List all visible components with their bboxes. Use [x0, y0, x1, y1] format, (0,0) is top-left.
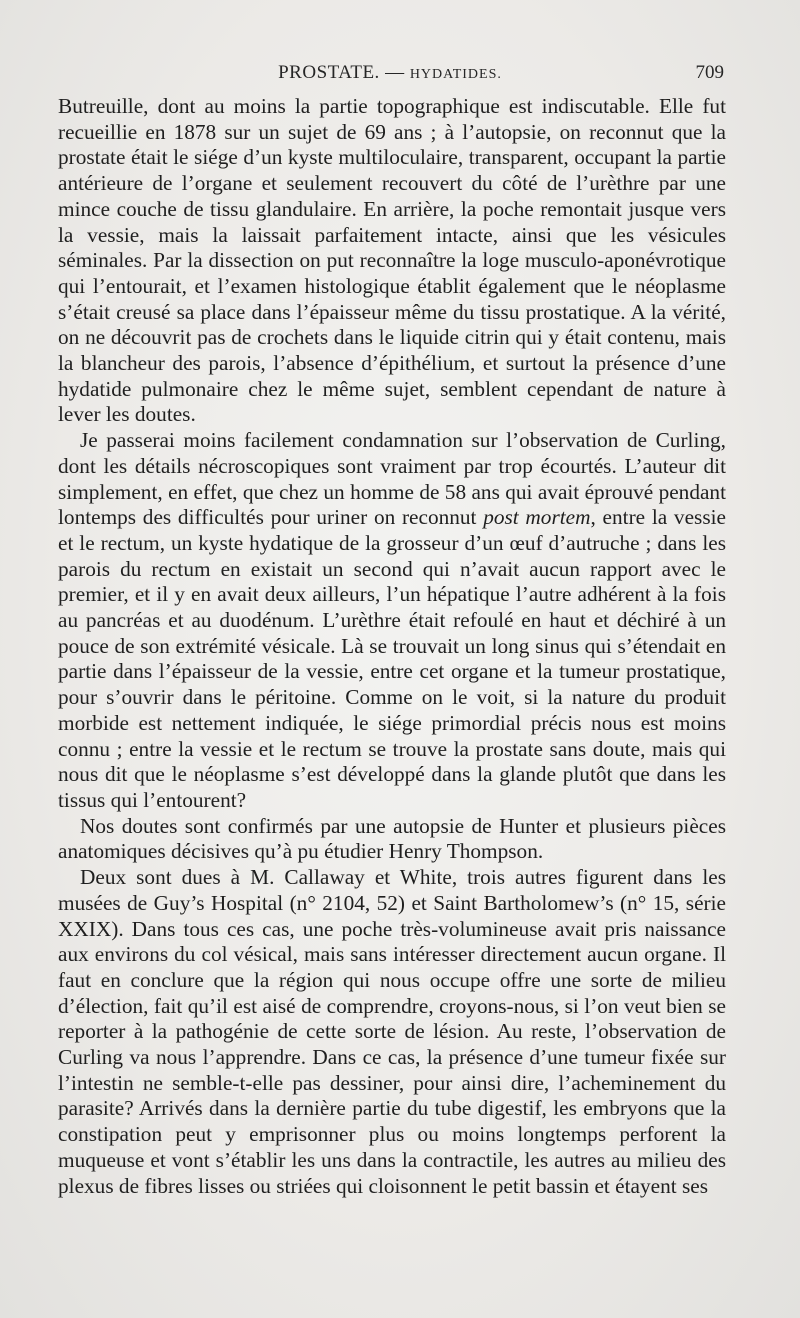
running-head — [56, 62, 724, 84]
paragraph-2-part-1: Je passerai moins facilement condamnation sur l’observation de Curling, dont les détails nécroscopiques sont vraiment par trop écourtés. L’auteur dit simplement, en effet, que chez un homme de 58 ans qui avait éprouvé pendant lontemps des difficultés pour uriner on reconnut — [58, 428, 726, 530]
running-head-title: PROSTATE. — [278, 62, 380, 83]
paragraph-4: Deux sont dues à M. Callaway et White, trois autres figurent dans les musées de Guy’s Hospital (n° 2104, 52) et Saint Bartholomew’s (n° 15, série XXIX). Dans tous ces cas, une poche très-volumineuse avait pris naissance aux environs du col vésical, mais sans intéresser directement aucun organe. Il faut en conclure que la région qui nous occupe offre une sorte de milieu d’élection, fait qu’il est aisé de comprendre, croyons-nous, si l’on veut bien se reporter à la pathogénie de cette sorte de lésion. Au reste, l’observation de Curling va nous l’apprendre. Dans ce cas, la présence d’une tumeur fixée sur l’intestin ne semble-t-elle pas dessiner, pour ainsi dire, l’acheminement du parasite? Arrivés dans la dernière partie du tube digestif, les embryons que la constipation peut y emprisonner plus ou moins longtemps perforent la muqueuse et vont s’établir les uns dans la contractile, les autres au milieu des plexus de fibres lisses ou striées qui cloisonnent le petit bassin et étayent ses — [58, 865, 726, 1198]
running-header — [56, 62, 724, 86]
running-head-subtitle: HYDATIDES. — [409, 67, 502, 82]
paragraph-2 — [58, 428, 726, 814]
body-text — [58, 94, 726, 1199]
running-head-dash: — — [385, 62, 405, 83]
page-number: 709 — [695, 62, 724, 83]
paragraph-3: Nos doutes sont confirmés par une autopsie de Hunter et plusieurs pièces anatomiques décisives qu’à pu étudier Henry Thompson. — [58, 813, 726, 864]
paragraph-2-part-2: , entre la vessie et le rectum, un kyste hydatique de la grosseur d’un œuf d’autruche ; dans les parois du rectum en existait un second qui n’avait aucun rapport avec le premier, et il y en avait deux ailleurs, l’un hépatique l’autre adhérent à la fois au pancréas et au duodénum. L’urèthre était refoulé en haut et déchiré à un pouce de son extrémité vésicale. Là se trouvait un long sinus qui s’étendait en partie dans l’épaisseur de la vessie, entre cet organe et la tumeur prostatique, pour s’ouvrir dans le péritoine. Comme on le voit, si la nature du produit morbide est nettement indiquée, le siége primordial précis nous est moins connu ; entre la vessie et le rectum se trouve la prostate sans doute, mais qui nous dit que le néoplasme s’est développé dans la glande plutôt que dans les tissus qui l’entourent? — [58, 505, 726, 812]
paragraph-1: Butreuille, dont au moins la partie topographique est indiscutable. Elle fut recueillie en 1878 sur un sujet de 69 ans ; à l’autopsie, on reconnut que la prostate était le siége d’un kyste multiloculaire, transparent, occupant la partie antérieure de l’organe et seulement recouvert du côté de l’urèthre par une mince couche de tissu glandulaire. En arrière, la poche remontait jusque vers la vessie, mais la laissait parfaitement intacte, ainsi que les vésicules séminales. Par la dissection on put reconnaître la loge musculo-aponévrotique qui l’entourait, et l’examen histologique établit également que le néoplasme s’était creusé sa place dans l’épaisseur même du tissu prostatique. A la vérité, on ne découvrit pas de crochets dans le liquide citrin qui y était contenu, mais la blancheur des parois, l’absence d’épithélium, et surtout la présence d’une hydatide pulmonaire chez le même sujet, semblent cependant de nature à lever les doutes. — [58, 94, 726, 427]
italic-phrase: post mortem — [483, 505, 591, 530]
